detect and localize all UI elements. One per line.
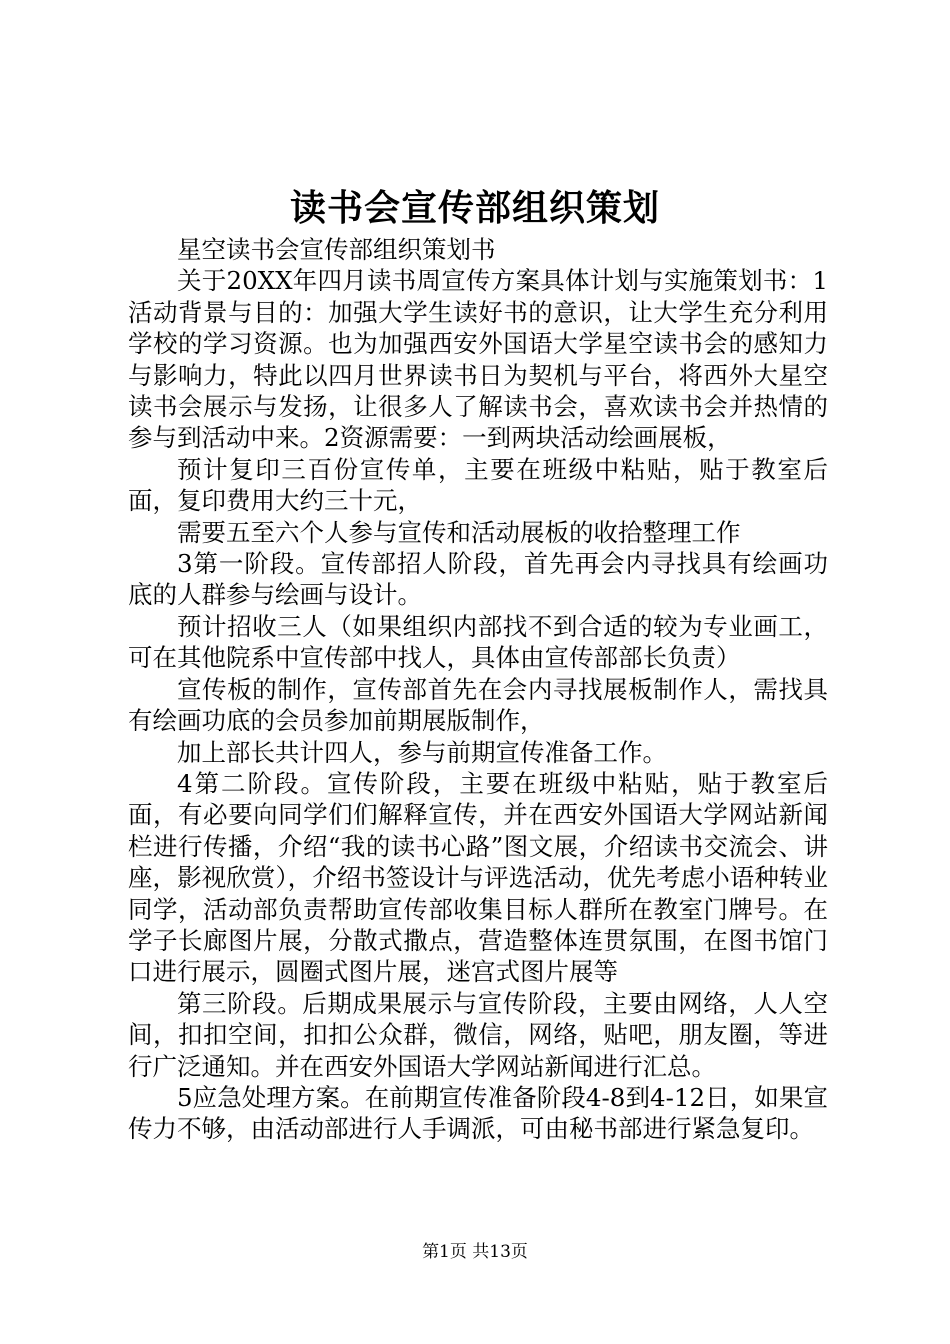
page-footer [0, 1240, 950, 1264]
paragraph: 5应急处理方案。在前期宣传准备阶段4-8到4-12日，如果宣传力不够，由活动部进行人手调派，可由秘书部进行紧急复印。 [128, 1082, 828, 1144]
paragraph: 宣传板的制作，宣传部首先在会内寻找展板制作人，需找具有绘画功底的会员参加前期展版制作， [128, 674, 828, 736]
paragraph: 加上部长共计四人，参与前期宣传准备工作。 [177, 737, 667, 767]
paragraph: 关于20XX年四月读书周宣传方案具体计划与实施策划书：1活动背景与目的：加强大学生读好书的意识，让大学生充分利用学校的学习资源。也为加强西安外国语大学星空读书会的感知力与影响力，特此以四月世界读书日为契机与平台，将西外大星空读书会展示与发扬，让很多人了解读书会，喜欢读书会并热情的参与到活动中来。2资源需要：一到两块活动绘画展板， [128, 266, 828, 453]
paragraph: 第三阶段。后期成果展示与宣传阶段，主要由网络，人人空间，扣扣空间，扣扣公众群，微信，网络，贴吧，朋友圈，等进行广泛通知。并在西安外国语大学网站新闻进行汇总。 [128, 988, 828, 1081]
document-body [128, 234, 828, 1145]
paragraph: 星空读书会宣传部组织策划书 [177, 235, 496, 264]
page-number: 第1页 共13页 [422, 1242, 528, 1262]
paragraph: 3第一阶段。宣传部招人阶段，首先再会内寻找具有绘画功底的人群参与绘画与设计。 [128, 549, 828, 610]
paragraph: 4第二阶段。宣传阶段，主要在班级中粘贴，贴于教室后面，有必要向同学们们解释宣传，并在西安外国语大学网站新闻栏进行传播，介绍“我的读书心路”图文展，介绍读书交流会、讲座，影视欣赏），介绍书签设计与评选活动，优先考虑小语种转业同学，活动部负责帮助宣传部收集目标人群所在教室门牌号。在学子长廊图片展，分散式撒点，营造整体连贯氛围，在图书馆门口进行展示，圆圈式图片展，迷宫式图片展等 [128, 768, 828, 987]
paragraph: 需要五至六个人参与宣传和活动展板的收拾整理工作 [177, 517, 741, 547]
paragraph: 预计招收三人（如果组织内部找不到合适的较为专业画工，可在其他院系中宣传部中找人，具体由宣传部部长负责） [128, 611, 828, 673]
paragraph: 预计复印三百份宣传单，主要在班级中粘贴，贴于教室后面，复印费用大约三十元， [128, 454, 828, 516]
document-title: 读书会宣传部组织策划 [289, 187, 660, 229]
